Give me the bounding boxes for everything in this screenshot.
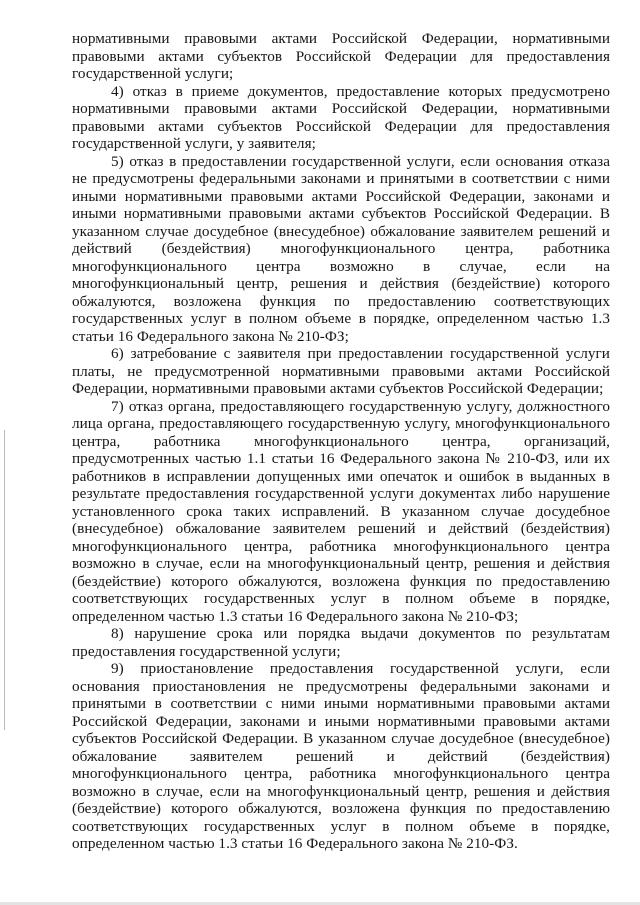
document-page: [72, 30, 610, 853]
list-item-8: 8) нарушение срока или порядка выдачи документов по результатам предоставления государственной услуги;: [72, 625, 610, 660]
list-item-5: 5) отказ в предоставлении государственной услуги, если основания отказа не предусмотрены федеральными законами и принятыми в соответствии с ними иными нормативными правовыми актами Российской Федерации, законами и иными нормативными правовыми актами субъектов Российской Федерации. В указанном случае досудебное (внесудебное) обжалование заявителем решений и действий (бездействия) многофункционального центра, работника многофункционального центра возможно в случае, если на многофункциональный центр, решения и действия (бездействие) которого обжалуются, возложена функция по предоставлению соответствующих государственных услуг в полном объеме в порядке, определенном частью 1.3 статьи 16 Федерального закона № 210-ФЗ;: [72, 152, 610, 345]
scan-edge-mark: [4, 430, 5, 730]
list-item-4: 4) отказ в приеме документов, предоставление которых предусмотрено нормативными правовыми актами Российской Федерации, нормативными правовыми актами субъектов Российской Федерации для предоставления государственной услуги, у заявителя;: [72, 82, 610, 152]
list-item-7: 7) отказ органа, предоставляющего государственную услугу, должностного лица органа, предоставляющего государственную услугу, многофункционального центра, работника многофункционального центра, организаций, предусмотренных частью 1.1 статьи 16 Федерального закона № 210-ФЗ, или их работников в исправлении допущенных ими опечаток и ошибок в выданных в результате предоставления государственной услуги документах либо нарушение установленного срока таких исправлений. В указанном случае досудебное (внесудебное) обжалование заявителем решений и действий (бездействия) многофункционального центра, работника многофункционального центра возможно в случае, если на многофункциональный центр, решения и действия (бездействие) которого обжалуются, возложена функция по предоставлению соответствующих государственных услуг в полном объеме в порядке, определенном частью 1.3 статьи 16 Федерального закона № 210-ФЗ;: [72, 397, 610, 625]
list-item-9: 9) приостановление предоставления государственной услуги, если основания приостановления не предусмотрены федеральными законами и принятыми в соответствии с ними иными нормативными правовыми актами Российской Федерации, законами и иными нормативными правовыми актами субъектов Российской Федерации. В указанном случае досудебное (внесудебное) обжалование заявителем решений и действий (бездействия) многофункционального центра, работника многофункционального центра возможно в случае, если на многофункциональный центр, решения и действия (бездействие) которого обжалуются, возложена функция по предоставлению соответствующих государственных услуг в полном объеме в порядке, определенном частью 1.3 статьи 16 Федерального закона № 210-ФЗ.: [72, 660, 610, 852]
list-item-6: 6) затребование с заявителя при предоставлении государственной услуги платы, не предусмотренной нормативными правовыми актами Российской Федерации, нормативными правовыми актами субъектов Российской Федерации;: [72, 345, 610, 397]
paragraph-continuation: нормативными правовыми актами Российской Федерации, нормативными правовыми актами субъектов Российской Федерации для предоставления государственной услуги;: [72, 30, 610, 82]
